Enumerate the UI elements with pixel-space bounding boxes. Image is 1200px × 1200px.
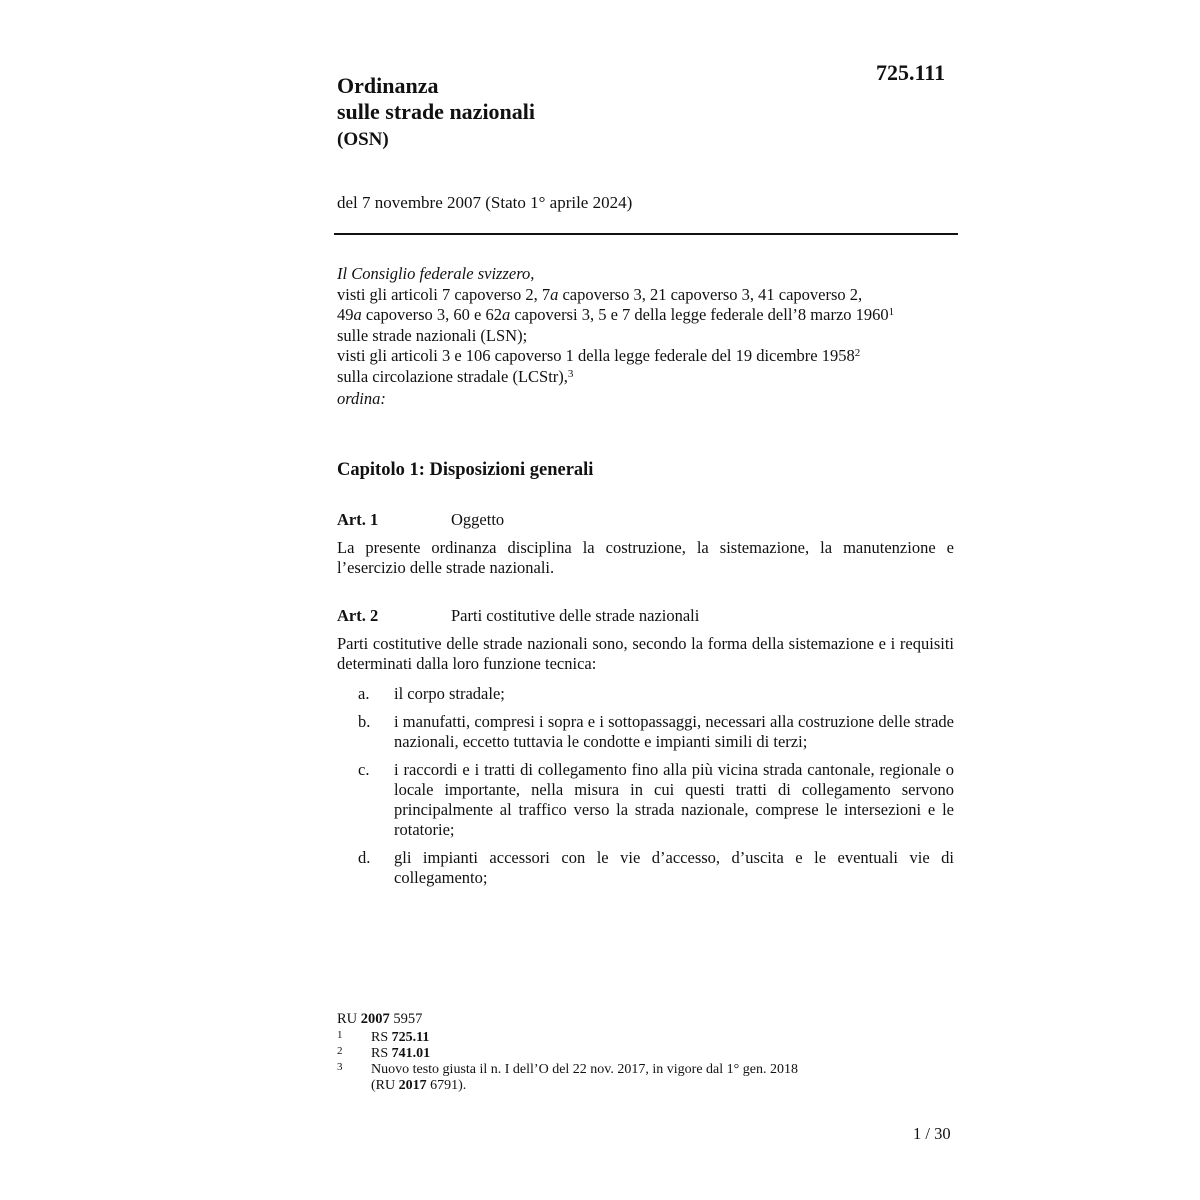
footnote-ref-2[interactable]: 2 [854, 347, 861, 359]
sr-number: 725.111 [876, 60, 946, 85]
art-2-heading [337, 606, 699, 626]
preamble-line-2: 49a capoverso 3, 60 e 62a capoversi 3, 5 e 7 della legge federale dell’8 marzo 1960$^1$ [337, 305, 895, 324]
footnote-ref-3[interactable]: 3 [567, 367, 574, 380]
document-title [337, 73, 535, 125]
list-item-text: i raccordi e i tratti di collegamento fino alla più vicina strada cantonale, regionale o locale importante, nella misura in cui questi tratti di collegamento servono principalmente al traffico verso la strada nazionale, comprese le intersezioni e le rotatorie; [394, 760, 954, 839]
art-2-number: Art. 2 [337, 606, 379, 625]
art-1-title: Oggetto [451, 510, 505, 529]
footnotes [337, 1030, 957, 1094]
list-marker: a. [358, 684, 370, 703]
art-2-intro: Parti costitutive delle strade nazionali sono, secondo la forma della sistemazione e i requisiti determinati dalla loro funzione tecnica: [337, 634, 954, 673]
preamble-line-1: visti gli articoli 7 capoverso 2, 7a capoverso 3, 21 capoverso 3, 41 capoverso 2, [337, 284, 863, 304]
preamble-line-4: visti gli articoli 3 e 106 capoverso 1 della legge federale del 19 dicembre 1958$^2$ [337, 346, 861, 365]
art-1-text: La presente ordinanza disciplina la costruzione, la sistemazione, la manutenzione e l’esercizio delle strade nazionali. [337, 538, 954, 577]
preamble-authority: Il Consiglio federale svizzero, [337, 264, 535, 283]
preamble [337, 264, 962, 410]
art-1-heading [337, 510, 504, 530]
page-indicator: 1 / 30 [913, 1124, 951, 1143]
footnote-2: 2 RS 741.01 [337, 1045, 431, 1061]
title-line-1: Ordinanza [337, 73, 439, 98]
list-item [337, 684, 954, 704]
preamble-ordina: ordina: [337, 389, 386, 408]
list-marker: d. [358, 848, 371, 867]
art-1-number: Art. 1 [337, 510, 379, 529]
list-marker: c. [358, 760, 370, 779]
document-date: del 7 novembre 2007 (Stato 1° aprile 2024) [337, 193, 633, 212]
footnote-ref-1[interactable]: 1 [888, 306, 895, 318]
title-line-2: sulle strade nazionali [337, 99, 536, 124]
list-item-text: i manufatti, compresi i sopra e i sottopassaggi, necessari alla costruzione delle strade nazionali, eccetto tuttavia le condotte e impianti simili di terzi; [394, 712, 954, 751]
header-divider [334, 233, 958, 235]
list-item [337, 848, 954, 888]
footnote-3: 3 Nuovo testo giusta il n. I dell’O del 22 nov. 2017, in vigore dal 1° gen. 2018 (RU 2017 6791). [337, 1061, 798, 1093]
document-abbreviation: (OSN) [337, 129, 389, 150]
art-2-list [337, 684, 954, 896]
art-2-title: Parti costitutive delle strade nazionali [451, 606, 700, 625]
preamble-line-3: sulle strade nazionali (LSN); [337, 325, 528, 345]
list-marker: b. [358, 712, 371, 731]
list-item [337, 712, 954, 752]
list-item-text: il corpo stradale; [394, 684, 505, 703]
ru-reference: RU 2007 5957 [337, 1011, 423, 1027]
chapter-heading: Capitolo 1: Disposizioni generali [337, 460, 594, 480]
footnote-1: 1 RS 725.11 [337, 1029, 430, 1045]
list-item-text: gli impianti accessori con le vie d’accesso, d’uscita e le eventuali vie di collegamento; [394, 848, 954, 887]
list-item [337, 760, 954, 840]
preamble-line-5: sulla circolazione stradale (LCStr),$^3$ [337, 366, 574, 386]
